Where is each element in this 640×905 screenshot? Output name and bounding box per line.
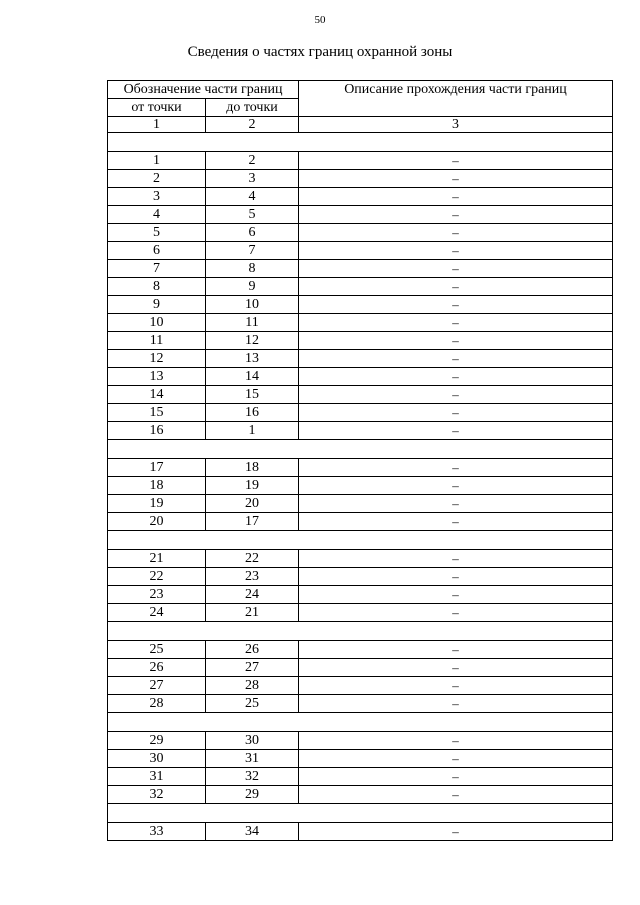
to-point-cell: 24: [206, 586, 299, 604]
table-row: [108, 422, 613, 440]
table-row: [108, 495, 613, 513]
to-point-cell: 11: [206, 314, 299, 332]
to-point-cell: 15: [206, 386, 299, 404]
description-cell: –: [299, 368, 613, 386]
table-row: [108, 206, 613, 224]
to-point-cell: 21: [206, 604, 299, 622]
description-cell: –: [299, 314, 613, 332]
table-row: [108, 786, 613, 804]
to-point-cell: 30: [206, 732, 299, 750]
description-cell: –: [299, 386, 613, 404]
from-point-cell: 6: [108, 242, 206, 260]
description-cell: –: [299, 568, 613, 586]
group-separator-cell: [108, 440, 613, 459]
header-designation: Обозначение части границ: [108, 81, 299, 99]
table-row: [108, 823, 613, 841]
table-row: [108, 350, 613, 368]
description-cell: –: [299, 188, 613, 206]
to-point-cell: 20: [206, 495, 299, 513]
description-cell: –: [299, 332, 613, 350]
table-row: [108, 314, 613, 332]
table-row: [108, 386, 613, 404]
table-row: [108, 224, 613, 242]
from-point-cell: 7: [108, 260, 206, 278]
description-cell: –: [299, 586, 613, 604]
to-point-cell: 26: [206, 641, 299, 659]
description-cell: –: [299, 786, 613, 804]
from-point-cell: 20: [108, 513, 206, 531]
from-point-cell: 13: [108, 368, 206, 386]
header-to-point: до точки: [206, 99, 299, 117]
table-row: [108, 604, 613, 622]
description-cell: –: [299, 404, 613, 422]
to-point-cell: 2: [206, 152, 299, 170]
description-cell: –: [299, 350, 613, 368]
from-point-cell: 15: [108, 404, 206, 422]
to-point-cell: 12: [206, 332, 299, 350]
table-row: [108, 404, 613, 422]
description-cell: –: [299, 732, 613, 750]
from-point-cell: 29: [108, 732, 206, 750]
from-point-cell: 32: [108, 786, 206, 804]
from-point-cell: 5: [108, 224, 206, 242]
to-point-cell: 28: [206, 677, 299, 695]
to-point-cell: 6: [206, 224, 299, 242]
table-row: [108, 513, 613, 531]
to-point-cell: 19: [206, 477, 299, 495]
table-row: [108, 750, 613, 768]
to-point-cell: 1: [206, 422, 299, 440]
boundary-parts-table: [107, 80, 613, 841]
from-point-cell: 22: [108, 568, 206, 586]
table-row: [108, 477, 613, 495]
description-cell: –: [299, 206, 613, 224]
to-point-cell: 27: [206, 659, 299, 677]
from-point-cell: 24: [108, 604, 206, 622]
to-point-cell: 23: [206, 568, 299, 586]
to-point-cell: 9: [206, 278, 299, 296]
description-cell: –: [299, 550, 613, 568]
description-cell: –: [299, 513, 613, 531]
description-cell: –: [299, 152, 613, 170]
page-number: 50: [314, 14, 326, 26]
description-cell: –: [299, 604, 613, 622]
from-point-cell: 2: [108, 170, 206, 188]
from-point-cell: 11: [108, 332, 206, 350]
to-point-cell: 3: [206, 170, 299, 188]
to-point-cell: 4: [206, 188, 299, 206]
from-point-cell: 4: [108, 206, 206, 224]
column-number: 1: [108, 117, 206, 133]
group-separator-cell: [108, 713, 613, 732]
from-point-cell: 28: [108, 695, 206, 713]
group-separator-row: [108, 133, 613, 152]
table-row: [108, 278, 613, 296]
to-point-cell: 7: [206, 242, 299, 260]
to-point-cell: 22: [206, 550, 299, 568]
to-point-cell: 8: [206, 260, 299, 278]
from-point-cell: 17: [108, 459, 206, 477]
table-row: [108, 586, 613, 604]
table-row: [108, 332, 613, 350]
from-point-cell: 26: [108, 659, 206, 677]
column-numbers-row: [108, 117, 613, 133]
to-point-cell: 10: [206, 296, 299, 314]
group-separator-cell: [108, 804, 613, 823]
to-point-cell: 31: [206, 750, 299, 768]
group-separator-row: [108, 622, 613, 641]
table-row: [108, 568, 613, 586]
description-cell: –: [299, 224, 613, 242]
from-point-cell: 19: [108, 495, 206, 513]
from-point-cell: 23: [108, 586, 206, 604]
column-number: 3: [299, 117, 613, 133]
header-description: Описание прохождения части границ: [299, 81, 613, 117]
from-point-cell: 33: [108, 823, 206, 841]
description-cell: –: [299, 477, 613, 495]
to-point-cell: 34: [206, 823, 299, 841]
description-cell: –: [299, 260, 613, 278]
from-point-cell: 30: [108, 750, 206, 768]
table-row: [108, 260, 613, 278]
description-cell: –: [299, 695, 613, 713]
column-number: 2: [206, 117, 299, 133]
from-point-cell: 27: [108, 677, 206, 695]
group-separator-row: [108, 440, 613, 459]
group-separator-row: [108, 804, 613, 823]
to-point-cell: 25: [206, 695, 299, 713]
description-cell: –: [299, 296, 613, 314]
description-cell: –: [299, 495, 613, 513]
table-row: [108, 368, 613, 386]
group-separator-row: [108, 713, 613, 732]
to-point-cell: 17: [206, 513, 299, 531]
table-row: [108, 768, 613, 786]
table-row: [108, 242, 613, 260]
description-cell: –: [299, 750, 613, 768]
from-point-cell: 1: [108, 152, 206, 170]
from-point-cell: 25: [108, 641, 206, 659]
description-cell: –: [299, 823, 613, 841]
description-cell: –: [299, 677, 613, 695]
table-row: [108, 296, 613, 314]
description-cell: –: [299, 641, 613, 659]
table-row: [108, 641, 613, 659]
from-point-cell: 9: [108, 296, 206, 314]
table-row: [108, 659, 613, 677]
from-point-cell: 21: [108, 550, 206, 568]
page-title: Сведения о частях границ охранной зоны: [187, 44, 453, 60]
table-row: [108, 550, 613, 568]
group-separator-cell: [108, 531, 613, 550]
table-row: [108, 695, 613, 713]
to-point-cell: 29: [206, 786, 299, 804]
from-point-cell: 18: [108, 477, 206, 495]
description-cell: –: [299, 278, 613, 296]
from-point-cell: 31: [108, 768, 206, 786]
header-from-point: от точки: [108, 99, 206, 117]
to-point-cell: 32: [206, 768, 299, 786]
group-separator-cell: [108, 133, 613, 152]
group-separator-cell: [108, 622, 613, 641]
from-point-cell: 8: [108, 278, 206, 296]
description-cell: –: [299, 422, 613, 440]
description-cell: –: [299, 659, 613, 677]
from-point-cell: 14: [108, 386, 206, 404]
to-point-cell: 16: [206, 404, 299, 422]
from-point-cell: 16: [108, 422, 206, 440]
table-row: [108, 188, 613, 206]
to-point-cell: 5: [206, 206, 299, 224]
table-row: [108, 152, 613, 170]
from-point-cell: 12: [108, 350, 206, 368]
description-cell: –: [299, 768, 613, 786]
table-row: [108, 459, 613, 477]
table-row: [108, 732, 613, 750]
group-separator-row: [108, 531, 613, 550]
description-cell: –: [299, 242, 613, 260]
description-cell: –: [299, 459, 613, 477]
from-point-cell: 10: [108, 314, 206, 332]
description-cell: –: [299, 170, 613, 188]
to-point-cell: 18: [206, 459, 299, 477]
table-row: [108, 170, 613, 188]
from-point-cell: 3: [108, 188, 206, 206]
to-point-cell: 14: [206, 368, 299, 386]
to-point-cell: 13: [206, 350, 299, 368]
table-row: [108, 677, 613, 695]
